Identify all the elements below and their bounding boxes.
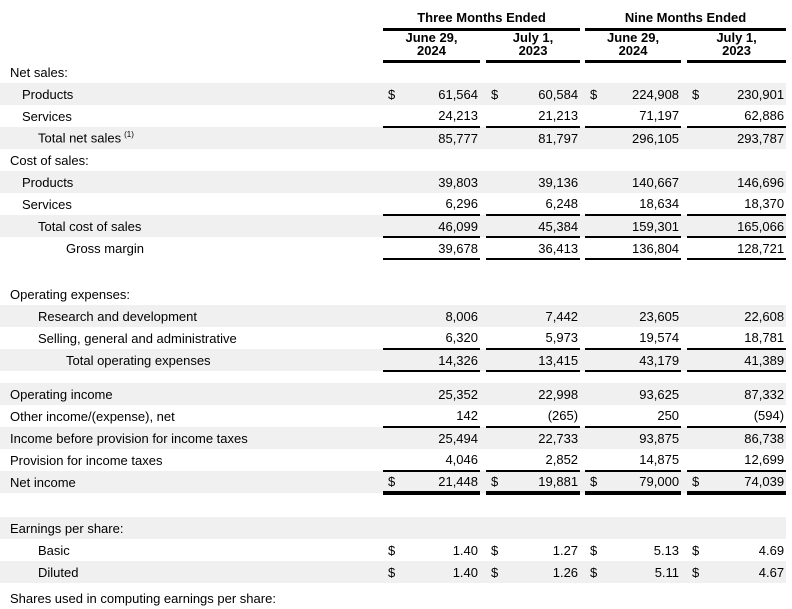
currency-cell <box>687 171 709 193</box>
row-label: Research and development <box>0 305 383 327</box>
currency-cell <box>486 517 508 539</box>
currency-cell <box>585 449 607 471</box>
column-header-ytd-2024 <box>585 29 681 61</box>
currency-cell <box>687 327 709 349</box>
value-cell: 23,605 <box>607 305 681 327</box>
table-row <box>0 349 786 371</box>
table-row <box>0 305 786 327</box>
currency-cell <box>486 127 508 149</box>
value-cell: 14,875 <box>607 449 681 471</box>
date-line: 2023 <box>518 42 548 58</box>
table-row <box>0 61 786 83</box>
row-label: Services <box>22 196 72 212</box>
currency-cell <box>585 587 607 609</box>
value-cell: 250 <box>607 405 681 427</box>
currency-cell <box>486 61 508 83</box>
spacer-cell <box>0 259 786 283</box>
value-cell: 6,296 <box>405 193 480 215</box>
date-line: 2024 <box>417 42 446 58</box>
currency-cell <box>383 349 405 371</box>
value-cell <box>405 587 480 609</box>
header-spacer <box>0 29 383 61</box>
row-label: Net sales: <box>10 64 68 80</box>
currency-cell <box>486 237 508 259</box>
value-cell: 4.69 <box>758 542 785 558</box>
currency-cell: $ <box>585 471 607 493</box>
value-cell: 296,105 <box>607 127 681 149</box>
currency-cell <box>383 237 405 259</box>
currency-cell <box>486 427 508 449</box>
value-cell: 21,448 <box>405 471 480 493</box>
row-label: Basic <box>38 542 70 558</box>
currency-cell: $ <box>687 471 709 493</box>
value-cell: 18,634 <box>607 193 681 215</box>
value-cell: 128,721 <box>709 237 786 259</box>
currency-cell <box>486 283 508 305</box>
row-label: Shares used in computing earnings per share: <box>10 590 276 606</box>
table-row <box>0 127 786 149</box>
value-cell: 71,197 <box>607 105 681 127</box>
currency-cell <box>383 427 405 449</box>
currency-cell: $ <box>491 542 499 558</box>
currency-cell <box>585 383 607 405</box>
value-cell: 1.40 <box>405 561 480 583</box>
currency-cell <box>687 427 709 449</box>
row-label: Diluted <box>0 561 383 583</box>
date-line: 2024 <box>618 42 648 58</box>
currency-cell <box>585 127 607 149</box>
row-label: Net income <box>0 471 383 493</box>
table-row <box>0 517 786 539</box>
currency-cell <box>687 127 709 149</box>
currency-cell: $ <box>486 83 508 105</box>
value-cell <box>709 149 786 171</box>
row-label: Cost of sales: <box>10 152 89 168</box>
currency-cell <box>486 383 508 405</box>
currency-cell <box>687 283 709 305</box>
currency-cell <box>687 193 709 215</box>
value-cell: 12,699 <box>709 449 786 471</box>
table-row <box>0 171 786 193</box>
value-cell: 8,006 <box>405 305 480 327</box>
currency-cell: $ <box>383 561 405 583</box>
currency-cell: $ <box>687 83 709 105</box>
row-label: Income before provision for income taxes <box>0 427 383 449</box>
value-cell <box>405 283 480 305</box>
value-cell: 14,326 <box>405 349 480 371</box>
currency-cell <box>687 383 709 405</box>
currency-cell: $ <box>585 83 607 105</box>
currency-cell <box>687 305 709 327</box>
value-cell <box>508 283 580 305</box>
currency-cell <box>383 61 405 83</box>
currency-cell: $ <box>383 83 405 105</box>
currency-cell <box>486 215 508 237</box>
value-cell: 45,384 <box>508 215 580 237</box>
value-cell: 22,733 <box>508 427 580 449</box>
table-row <box>0 193 786 215</box>
currency-cell <box>585 517 607 539</box>
value-cell: 2,852 <box>508 449 580 471</box>
currency-cell <box>383 517 405 539</box>
value-cell <box>508 61 580 83</box>
currency-cell <box>383 587 405 609</box>
currency-cell <box>383 449 405 471</box>
table-row <box>0 449 786 471</box>
currency-cell <box>687 405 709 427</box>
row-label: Total operating expenses <box>0 349 383 371</box>
column-header-ytd-2023 <box>687 29 786 61</box>
table-row <box>0 561 786 583</box>
currency-cell <box>585 349 607 371</box>
currency-cell: $ <box>692 542 700 558</box>
row-label: Products <box>0 83 383 105</box>
value-cell: 62,886 <box>709 105 786 127</box>
currency-cell <box>486 193 508 215</box>
currency-cell <box>486 327 508 349</box>
currency-cell: $ <box>486 471 508 493</box>
value-cell <box>607 149 681 171</box>
spacer-row <box>0 493 786 517</box>
currency-cell <box>383 105 405 127</box>
currency-cell <box>383 305 405 327</box>
value-cell: 19,881 <box>508 471 580 493</box>
currency-cell <box>383 283 405 305</box>
value-cell: 60,584 <box>508 83 580 105</box>
value-cell: 6,248 <box>508 193 580 215</box>
value-cell: 86,738 <box>709 427 786 449</box>
currency-cell <box>383 149 405 171</box>
value-cell <box>508 149 580 171</box>
value-cell: 4.67 <box>709 561 786 583</box>
value-cell <box>508 517 580 539</box>
currency-cell <box>383 193 405 215</box>
value-cell: 74,039 <box>709 471 786 493</box>
currency-cell: $ <box>383 471 405 493</box>
currency-cell <box>486 405 508 427</box>
value-cell: 85,777 <box>405 127 480 149</box>
value-cell: (594) <box>709 405 786 427</box>
value-cell <box>709 283 786 305</box>
value-cell: 43,179 <box>607 349 681 371</box>
value-cell: 22,998 <box>508 383 580 405</box>
value-cell: 21,213 <box>508 105 580 127</box>
table-row <box>0 383 786 405</box>
currency-cell <box>585 105 607 127</box>
row-label: Total cost of sales <box>0 215 383 237</box>
column-header-q3-2023 <box>486 29 580 61</box>
row-label: Services <box>22 108 72 124</box>
row-label: Earnings per share: <box>0 517 383 539</box>
value-cell <box>709 587 786 609</box>
date-line: 2023 <box>722 42 752 58</box>
currency-cell <box>585 327 607 349</box>
value-cell: 22,608 <box>709 305 786 327</box>
row-label: Other income/(expense), net <box>10 408 175 424</box>
date-line: June 29, <box>405 29 458 45</box>
currency-cell <box>486 171 508 193</box>
value-cell: 7,442 <box>508 305 580 327</box>
value-cell: 224,908 <box>607 83 681 105</box>
currency-cell <box>585 61 607 83</box>
table-row <box>0 405 786 427</box>
date-header-row <box>0 29 786 61</box>
currency-cell <box>585 305 607 327</box>
currency-cell <box>486 305 508 327</box>
table-row <box>0 587 786 609</box>
currency-cell <box>486 587 508 609</box>
value-cell: 61,564 <box>405 83 480 105</box>
table-row <box>0 105 786 127</box>
value-cell <box>607 283 681 305</box>
currency-cell <box>687 215 709 237</box>
value-cell: 142 <box>405 405 480 427</box>
currency-cell <box>383 215 405 237</box>
value-cell: 25,494 <box>405 427 480 449</box>
value-cell: 46,099 <box>405 215 480 237</box>
currency-cell <box>383 383 405 405</box>
value-cell: 39,803 <box>405 171 480 193</box>
value-cell: 79,000 <box>607 471 681 493</box>
currency-cell: $ <box>687 561 709 583</box>
group-header-nine-months: Nine Months Ended <box>585 0 786 29</box>
value-cell: 39,136 <box>508 171 580 193</box>
value-cell: 136,804 <box>607 237 681 259</box>
value-cell: 24,213 <box>405 105 480 127</box>
value-cell: 146,696 <box>709 171 786 193</box>
currency-cell <box>585 283 607 305</box>
table-row <box>0 149 786 171</box>
value-cell: 36,413 <box>508 237 580 259</box>
currency-cell <box>687 149 709 171</box>
spacer-row <box>0 371 786 383</box>
table-row <box>0 327 786 349</box>
currency-cell <box>687 349 709 371</box>
value-cell <box>405 149 480 171</box>
value-cell: 25,352 <box>405 383 480 405</box>
table-row <box>0 471 786 493</box>
value-cell: 1.26 <box>508 561 580 583</box>
table-row <box>0 539 786 561</box>
header-spacer <box>0 0 383 29</box>
table-row <box>0 215 786 237</box>
value-cell: 4,046 <box>405 449 480 471</box>
value-cell: 5.11 <box>607 561 681 583</box>
currency-cell: $ <box>388 542 396 558</box>
table-body <box>0 61 786 609</box>
spacer-row <box>0 259 786 283</box>
value-cell: 13,415 <box>508 349 580 371</box>
value-cell: 81,797 <box>508 127 580 149</box>
currency-cell <box>383 327 405 349</box>
value-cell: 93,875 <box>607 427 681 449</box>
date-line: July 1, <box>512 29 554 45</box>
row-label: Products <box>0 171 383 193</box>
value-cell: 41,389 <box>709 349 786 371</box>
value-cell <box>405 61 480 83</box>
currency-cell <box>585 237 607 259</box>
footnote-marker: (1) <box>124 130 134 140</box>
value-cell <box>405 517 480 539</box>
currency-cell <box>687 517 709 539</box>
currency-cell <box>383 405 405 427</box>
value-cell: 19,574 <box>607 327 681 349</box>
currency-cell <box>383 127 405 149</box>
table-row <box>0 427 786 449</box>
value-cell: 18,781 <box>709 327 786 349</box>
row-label: Provision for income taxes <box>10 452 163 468</box>
date-line: June 29, <box>607 29 660 45</box>
value-cell <box>607 61 681 83</box>
currency-cell: $ <box>590 542 598 558</box>
value-cell <box>607 587 681 609</box>
value-cell <box>607 517 681 539</box>
value-cell <box>709 517 786 539</box>
currency-cell <box>687 587 709 609</box>
currency-cell <box>486 449 508 471</box>
spacer-cell <box>0 371 786 383</box>
value-cell: 230,901 <box>709 83 786 105</box>
table-row <box>0 237 786 259</box>
value-cell: (265) <box>508 405 580 427</box>
value-cell: 39,678 <box>405 237 480 259</box>
value-cell <box>508 587 580 609</box>
date-line: July 1, <box>716 29 757 45</box>
value-cell: 165,066 <box>709 215 786 237</box>
row-label: Gross margin <box>66 240 145 256</box>
table-row <box>0 83 786 105</box>
value-cell: 159,301 <box>607 215 681 237</box>
row-label: Operating expenses: <box>10 286 130 302</box>
currency-cell <box>486 349 508 371</box>
currency-cell <box>585 427 607 449</box>
currency-cell <box>585 171 607 193</box>
value-cell: 1.27 <box>552 542 579 558</box>
value-cell: 18,370 <box>709 193 786 215</box>
currency-cell <box>585 149 607 171</box>
column-header-q3-2024 <box>383 29 480 61</box>
table-row <box>0 283 786 305</box>
value-cell: 140,667 <box>607 171 681 193</box>
currency-cell <box>687 105 709 127</box>
currency-cell <box>383 171 405 193</box>
currency-cell <box>486 105 508 127</box>
currency-cell <box>585 193 607 215</box>
currency-cell <box>687 61 709 83</box>
value-cell: 5.13 <box>653 542 680 558</box>
currency-cell <box>687 449 709 471</box>
value-cell: 87,332 <box>709 383 786 405</box>
period-group-header-row <box>0 0 786 29</box>
currency-cell <box>585 215 607 237</box>
row-label: Operating income <box>0 383 383 405</box>
value-cell: 1.40 <box>452 542 478 558</box>
row-label: Selling, general and administrative <box>38 330 237 346</box>
spacer-cell <box>0 493 786 517</box>
value-cell: 6,320 <box>405 327 480 349</box>
value-cell: 5,973 <box>508 327 580 349</box>
currency-cell <box>687 237 709 259</box>
currency-cell <box>585 405 607 427</box>
value-cell: 93,625 <box>607 383 681 405</box>
currency-cell <box>486 149 508 171</box>
value-cell: 293,787 <box>709 127 786 149</box>
currency-cell: $ <box>486 561 508 583</box>
row-label: Total net sales $^{(1)}$ <box>0 127 383 149</box>
currency-cell: $ <box>585 561 607 583</box>
group-header-three-months: Three Months Ended <box>383 0 580 29</box>
value-cell <box>709 61 786 83</box>
